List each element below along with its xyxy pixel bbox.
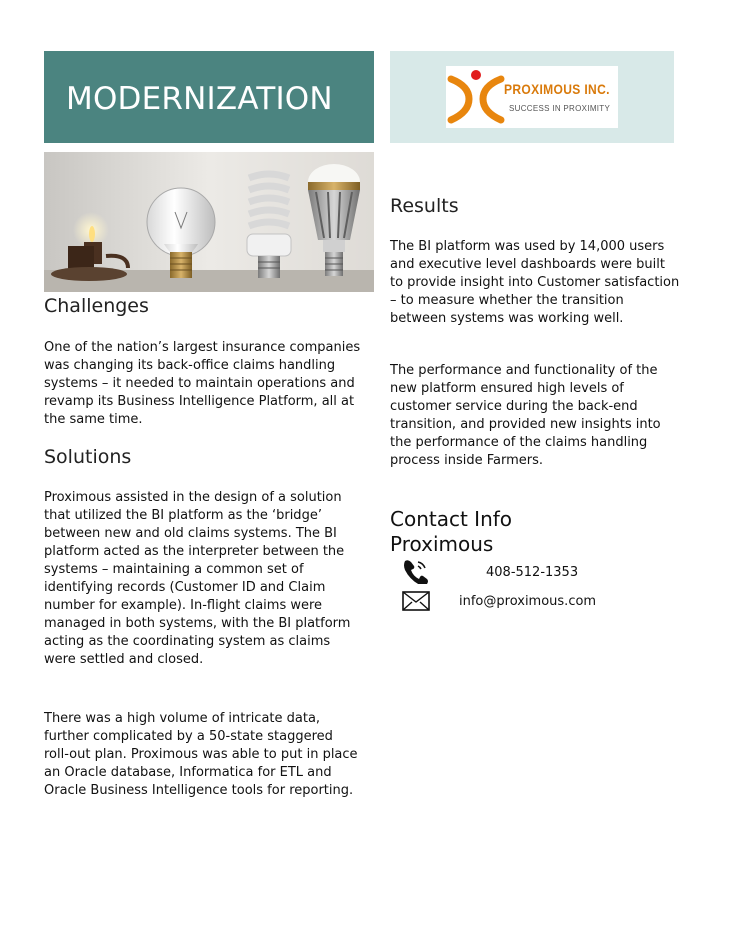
contact-title-line-1: Contact Info [390,507,513,531]
challenges-heading: Challenges [44,295,149,317]
email-link[interactable]: info@proximous.com [459,594,597,609]
phone-number[interactable]: 408-512-1353 [486,565,579,580]
challenges-body: One of the nation’s largest insurance companies was changing its back-office claims handling systems – it needed to maintain operations and revamp its Business Intelligence Platform, all at the same time. [44,340,361,427]
results-paragraph-1: The BI platform was used by 14,000 users and executive level dashboards were built to provide insight into Customer satisfaction – to measure whether the transition between systems was working well. [390,239,680,326]
phone-icon [402,558,430,584]
envelope-icon [402,591,430,611]
results-heading: Results [390,195,459,217]
logo-mark-icon [446,66,506,128]
page-title: MODERNIZATION [66,81,333,117]
solutions-heading: Solutions [44,446,132,468]
title-banner [44,51,374,143]
logo-company-name: PROXIMOUS INC. [504,81,610,97]
solutions-paragraph-1: Proximous assisted in the design of a solution that utilized the BI platform as the ‘bridge’ between new and old claims systems. The BI platform acted as the interpreter between the systems – maintaining a common set of identifying records (Customer ID and Claim number for example). In-flight claims were managed in both systems, with the BI platform acting as the coordinating system as claims were settled and closed. [44,490,351,667]
logo-panel [390,51,674,143]
results-paragraph-2: The performance and functionality of the new platform ensured high levels of customer service during the back-end transition, and provided new insights into the performance of the claims handling process inside Farmers. [390,363,661,468]
light-bulbs-photo [44,152,374,292]
contact-title-line-2: Proximous [390,532,494,556]
logo-tagline: SUCCESS IN PROXIMITY [509,104,611,113]
solutions-paragraph-2: There was a high volume of intricate data, further complicated by a 50-state staggered roll-out plan. Proximous was able to put in place an Oracle database, Informatica for ETL and Oracle Business Intelligence tools for reporting. [44,711,358,798]
company-logo [446,66,618,128]
contact-title [390,507,512,557]
